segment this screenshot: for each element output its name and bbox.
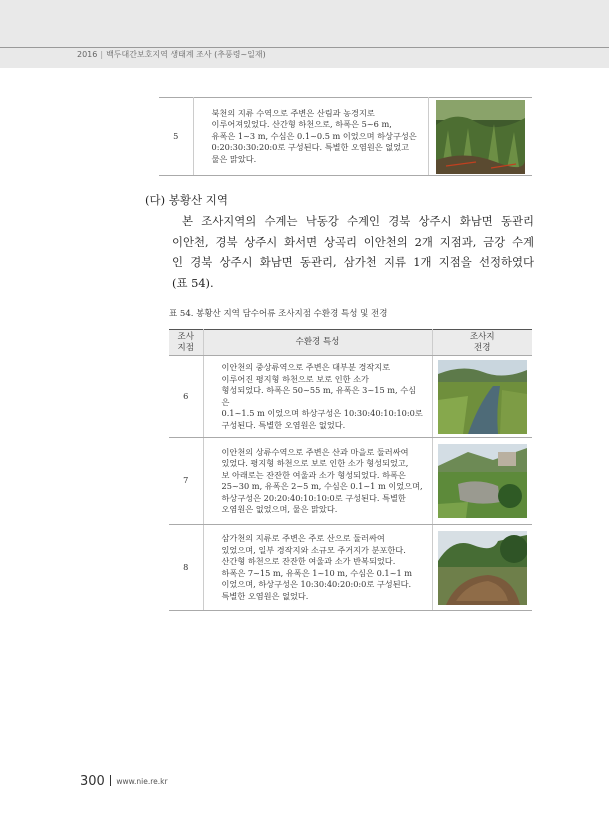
description-line: 산간형 하천으로 잔잔한 여울과 소가 반복되었다.	[221, 556, 396, 566]
description-line: 있었다. 평지형 하천으로 보로 인한 소가 형성되었고,	[221, 458, 409, 468]
table-54	[169, 329, 532, 611]
header-site	[169, 330, 203, 356]
description-line: 하상구성은 20:20:40:10:10:0로 구성된다. 특별한	[221, 492, 406, 503]
description-line: 보 아래로는 잔잔한 여울과 소가 형성되었다. 하폭은	[221, 469, 406, 480]
header-title: 백두대간보호지역 생태계 조사 (추풍령~일재)	[106, 50, 266, 59]
site-description	[203, 356, 432, 438]
description-line: 특별한 오염원은 없었다.	[221, 590, 309, 601]
header-view	[432, 330, 532, 356]
description-line: 0.1~1.5 m 이었으며 하상구성은 10:30:40:10:10:0로	[221, 408, 423, 418]
running-header	[77, 49, 266, 60]
site-number: 6	[169, 356, 203, 438]
header-site-line2: 지점	[177, 342, 194, 353]
description-line: 있었으며, 일부 경작지와 소규모 주거지가 분포한다.	[221, 544, 406, 555]
site-photo-cell	[432, 356, 532, 438]
header-environment: 수환경 특성	[203, 330, 432, 356]
description-line: 구성된다. 특별한 오염원은 없었다.	[221, 419, 346, 430]
site-description	[203, 438, 432, 525]
description-line: 북천의 지류 수역으로 주변은 산림과 농경지로	[211, 107, 375, 118]
table-row	[169, 525, 532, 611]
paragraph-line: 인 경북 상주시 화남면 동관리, 삼가천 지류 1개 지점을 선정하였다	[172, 255, 534, 269]
site-description	[203, 525, 432, 611]
header-view-line2: 전경	[474, 342, 491, 353]
page-footer	[80, 770, 168, 789]
stream-photo-7	[438, 444, 527, 518]
description-line: 오염원은 없었으며, 물은 맑았다.	[221, 504, 338, 514]
description-line: 하폭은 7~15 m, 유폭은 1~10 m, 수심은 0.1~1 m	[221, 567, 413, 578]
table-caption: 표 54. 봉황산 지역 담수어류 조사지점 수환경 특성 및 전경	[169, 309, 388, 319]
section-paragraph	[172, 211, 534, 293]
site-number: 7	[169, 438, 203, 525]
page-number: 300	[80, 774, 105, 789]
paragraph-line: (표 54).	[172, 275, 214, 290]
description-line: 유폭은 1~3 m, 수심은 0.1~0.5 m 이었으며 하상구성은	[211, 130, 417, 141]
description-line: 이안천의 상류수역으로 주변은 산과 마을로 둘러싸여	[221, 446, 409, 457]
paragraph-line: 이안천, 경북 상주시 화서면 상곡리 이안천의 2개 지점과, 금강 수계	[172, 234, 534, 249]
description-line: 이루어진 평지형 하천으로 보로 인한 소가	[221, 373, 369, 384]
header-separator: |	[100, 50, 104, 59]
header-year: 2016	[77, 50, 98, 59]
site-photo-cell	[428, 98, 532, 176]
site-number: 8	[169, 525, 203, 611]
site-number: 5	[159, 98, 193, 176]
header-site-line1: 조사	[177, 331, 194, 342]
description-line: 0:20:30:30:20:0로 구성된다. 특별한 오염원은 없었고	[211, 142, 410, 153]
site-photo-cell	[432, 438, 532, 525]
site-description	[193, 98, 428, 176]
section-title: (다) 봉황산 지역	[145, 193, 228, 207]
description-line: 삼가천의 지류로 주변은 주로 산으로 둘러싸여	[221, 533, 385, 543]
footer-url: www.nie.re.kr	[116, 777, 168, 786]
table-header-row	[169, 330, 532, 356]
stream-photo-5	[436, 100, 525, 174]
table-continued	[159, 97, 532, 176]
description-line: 이루어져있었다. 산간형 하천으로, 하폭은 5~6 m,	[211, 119, 392, 130]
stream-photo-8	[438, 531, 527, 605]
description-line: 물은 맑았다.	[211, 153, 257, 164]
header-view-line1: 조사지	[469, 331, 495, 342]
paragraph-line: 본 조사지역의 수계는 낙동강 수계인 경북 상주시 화남면 동관리	[182, 214, 534, 228]
stream-photo-6	[438, 360, 527, 434]
table-row	[159, 98, 532, 176]
description-line: 형성되었다. 하폭은 50~55 m, 유폭은 3~15 m, 수심은	[221, 385, 417, 407]
table-row	[169, 438, 532, 525]
footer-separator	[110, 775, 112, 786]
description-line: 25~30 m, 유폭은 2~5 m, 수심은 0.1~1 m 이었으며,	[221, 481, 423, 491]
description-line: 이안천의 중상류역으로 주변은 대부분 경작지로	[221, 362, 391, 372]
table-row	[169, 356, 532, 438]
description-line: 이었으며, 하상구성은 10:30:40:20:0:0로 구성된다.	[221, 579, 412, 589]
header-divider	[0, 47, 609, 48]
site-photo-cell	[432, 525, 532, 611]
